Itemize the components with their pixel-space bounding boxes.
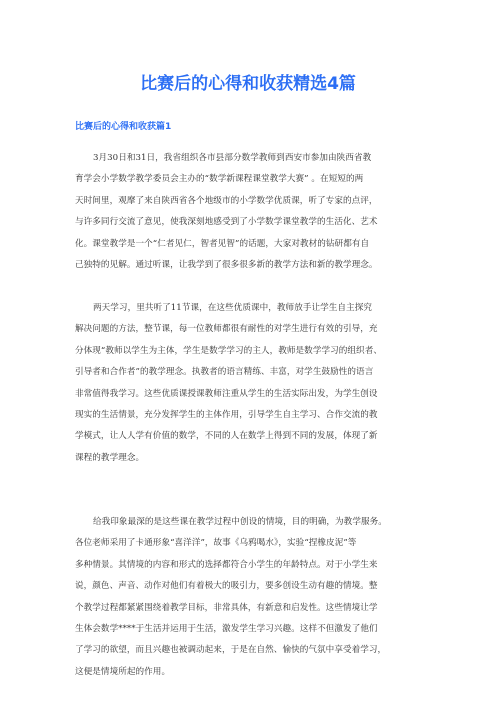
paragraph-line: 多种情景。其情境的内容和形式的选择都符合小学生的年龄特点。对于小学生来 xyxy=(75,559,378,570)
paragraph-line: 分体现“教师以学生为主体，学生是数学学习的主人，教师是数学学习的组织者、 xyxy=(75,345,382,356)
paragraph-line: 说，颜色、声音、动作对他们有着极大的吸引力，要多创设生动有趣的情境。整 xyxy=(75,581,378,592)
paragraph-line: 育学会小学数学教学委员会主办的“数学新课程课堂教学大赛” 。在短短的两 xyxy=(75,174,364,185)
paragraph-line: 3月30日和31日，我省组织各市县部分数学教师到西安市参加由陕西省教 xyxy=(93,153,372,163)
paragraph-3 xyxy=(75,512,425,683)
paragraph-2 xyxy=(75,298,425,469)
paragraph-1 xyxy=(75,148,425,276)
paragraph-line: 各位老师采用了卡通形象“喜洋洋”，故事《乌鸦喝水》，实验“捏橡皮泥”等 xyxy=(75,538,357,549)
paragraph-line: 给我印象最深的是这些课在教学过程中创设的情境，目的明确，为教学服务。 xyxy=(93,517,387,527)
paragraph-line: 现实的生活情景，充分发挥学生的主体作用，引导学生自主学习、合作交流的教 xyxy=(75,410,378,421)
paragraph-line: 非常值得我学习。这些优质课授课教师注重从学生的生活实际出发，为学生创设 xyxy=(75,388,378,399)
document-title: 比赛后的心得和收获精选4篇 xyxy=(140,74,356,94)
paragraph-line: 两天学习，里共听了11节课，在这些优质课中，教师放手让学生自主探究 xyxy=(93,303,372,313)
paragraph-line: 引导者和合作者”的教学理念。执教者的语言精练、丰富，对学生鼓励性的语言 xyxy=(75,367,374,378)
paragraph-line: 个教学过程都紧紧围绕着教学目标，非常具体，有新意和启发性。这些情境让学 xyxy=(75,602,378,613)
paragraph-line: 了学习的欲望，而且兴趣也被调动起来，于是在自然、愉快的气氛中享受着学习， xyxy=(75,645,387,656)
paragraph-line: 课程的教学理念。 xyxy=(75,452,145,463)
paragraph-line: 化。课堂教学是一个“仁者见仁，智者见智”的话题，大家对教材的钻研都有自 xyxy=(75,238,370,249)
paragraph-line: 解决问题的方法，整节课，每一位教师都很有耐性的对学生进行有效的引导，充 xyxy=(75,324,378,335)
paragraph-line: 天时间里，观摩了来自陕西省各个地级市的小学数学优质课，听了专家的点评， xyxy=(75,195,378,206)
paragraph-line: 与许多同行交流了意见，使我深刻地感受到了小学数学课堂教学的生活化、艺术 xyxy=(75,217,378,228)
paragraph-line: 学模式，让人人学有价值的数学，不同的人在数学上得到不同的发展，体现了新 xyxy=(75,431,378,442)
paragraph-line: 己独特的见解。通过听课，让我学到了很多很多新的教学方法和新的教学理念。 xyxy=(75,260,378,271)
paragraph-line: 生体会数学****于生活并运用于生活，激发学生学习兴趣。这样不但激发了他们 xyxy=(75,624,378,635)
paragraph-line: 这便是情境所起的作用。 xyxy=(75,666,171,677)
section-title: 比赛后的心得和收获篇1 xyxy=(75,122,172,132)
